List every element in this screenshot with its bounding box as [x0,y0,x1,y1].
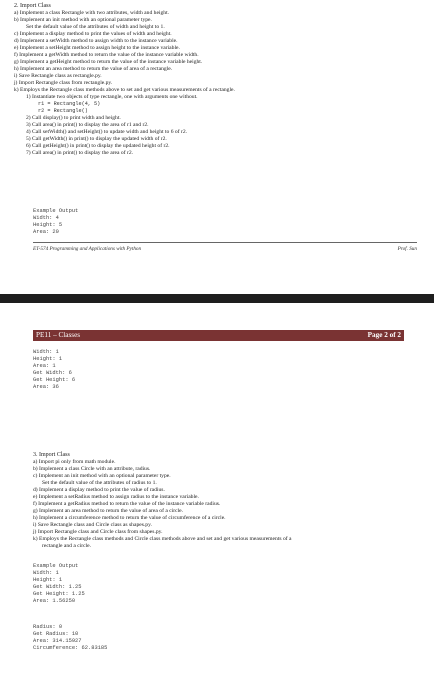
instruction-item: k) Employs the Rectangle class methods and Circle class methods above and set and get various measurements of a [33,536,292,542]
page-header-title: PE11 – Classes [36,331,81,339]
instruction-item: j) Import Rectangle class from rectangle.py. [14,80,113,86]
instruction-item: e) Implement a setRadius method to assign radius to the instance variable. [33,494,199,500]
instruction-item: b) Implement an init method with an optional parameter type. [14,17,152,23]
instruction-item: e) Implement a setHeight method to assign height to the instance variable. [14,45,180,51]
instruction-item: 1) Instantiate two objects of type rectangle, one with arguments one without. [26,94,198,100]
output-line: Width: 1 [33,349,59,355]
step-item: 5) Call getWidth() in print() to display the updated width of r2. [26,136,167,142]
page-number: Page 2 of 2 [367,331,401,339]
code-line: r2 = Rectangle() [38,108,88,114]
output-line: Area: 36 [33,384,59,390]
output-line: Area: 314.15927 [33,638,82,644]
instruction-item: h) Implement a circumference method to return the value of circumference of a circle. [33,515,226,521]
footer-author: Prof. Sun [397,246,417,252]
instruction-item: i) Save Rectangle class as rectangle.py. [14,73,102,79]
step-item: 7) Call area() in print() to display the area of r2. [26,150,134,156]
instruction-item: c) Implement an init method with an optional parameter type. [33,473,171,479]
page-header-bar [33,330,404,341]
instruction-item: k) Employs the Rectangle class methods above to set and get various measurements of a rectangle. [14,87,235,93]
step-item: 3) Call area() in print() to display the area of r1 and r2. [26,122,149,128]
instruction-item: Set the default value of the attributes of width and height to 1. [26,24,165,30]
page-1 [0,0,434,294]
output-line: Radius: 0 [33,624,63,630]
instruction-item: c) Implement a display method to print the values of width and height. [14,31,172,37]
output-line: Get Width: 1.25 [33,584,82,590]
instruction-item: g) Implement a getHeight method to return the value of the instance variable height. [14,59,203,65]
output-line: Width: 1 [33,570,59,576]
output-line: Get Width: 6 [33,370,72,376]
output-line: Example Output [33,563,79,569]
section-heading: 3. Import Class [33,452,70,458]
step-item: 6) Call getHeight() in print() to display the updated height of r2. [26,143,170,149]
instruction-item: h) Implement an area method to return the value of area of a rectangle. [14,66,173,72]
page-separator [0,294,434,303]
output-line: Get Height: 6 [33,377,76,383]
instruction-item: a) Implement a class Rectangle with two attributes, width and height. [14,10,170,16]
instruction-item: f) Implement a getRadius method to return the value of the instance variable radius. [33,501,221,507]
instruction-item: i) Save Rectangle class and Circle class as shapes.py. [33,522,152,528]
instruction-item: b) Implement a class Circle with an attribute, radius. [33,466,151,472]
output-line: Circumference: 62.83185 [33,645,108,651]
output-line: Example Output [33,208,79,214]
output-line: Area: 20 [33,229,59,235]
output-line: Height: 1 [33,356,63,362]
section-heading: 2. Import Class [14,3,51,9]
output-line: Get Height: 1.25 [33,591,85,597]
output-line: Width: 4 [33,215,59,221]
footer-course: ET-574 Programming and Applications with Python [33,246,142,252]
output-line: Height: 1 [33,577,63,583]
output-line: Height: 5 [33,222,63,228]
instruction-item: d) Implement a setWidth method to assign width to the instance variable. [14,38,178,44]
step-item: 4) Call setWidth() and setHeight() to update width and height to 6 of r2. [26,129,188,135]
step-item: 2) Call display() to print width and height. [26,115,121,121]
code-line: r1 = Rectangle(4, 5) [38,101,101,107]
output-line: Area: 1.56250 [33,598,76,604]
instruction-item: rectangle and a circle. [42,543,92,549]
instruction-item: d) Implement a display method to print the value of radius. [33,487,165,493]
instruction-item: f) Implement a getWidth method to return the value of the instance variable width. [14,52,199,58]
output-line: Get Radius: 10 [33,631,79,637]
instruction-item: j) Import Rectangle class and Circle class from shapes.py. [33,529,163,535]
instruction-item: Set the default value of the attributes of radius to 1. [42,480,157,486]
instruction-item: a) Import pi only from math module. [33,459,116,465]
footer-divider [33,242,417,243]
instruction-item: g) Implement an area method to return the value of area of a circle. [33,508,184,514]
output-line: Area: 1 [33,363,56,369]
